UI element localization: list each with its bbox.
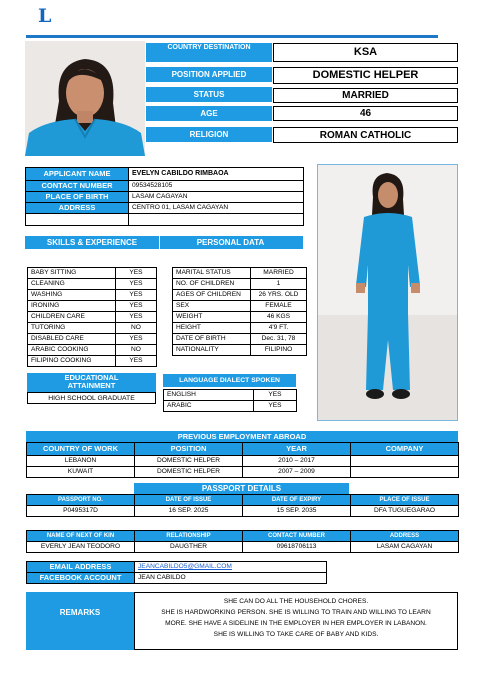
- employment-title: PREVIOUS EMPLOYMENT ABROAD: [26, 431, 458, 442]
- country-destination-value: KSA: [273, 43, 458, 62]
- country-destination-label: COUNTRY DESTINATION: [146, 43, 272, 62]
- contact-number-value: 09534528105: [129, 181, 304, 192]
- status-label: STATUS: [146, 87, 272, 102]
- employment-table: [26, 442, 459, 478]
- address-value: CENTRO 01, LASAM CAGAYAN: [129, 203, 304, 214]
- applicant-name-value: EVELYN CABILDO RIMBAOA: [129, 168, 304, 181]
- position-applied-value: DOMESTIC HELPER: [273, 67, 458, 84]
- religion-value: ROMAN CATHOLIC: [273, 127, 458, 143]
- headshot-photo: [25, 41, 145, 156]
- address-label: ADDRESS: [26, 203, 129, 214]
- place-of-birth-label: PLACE OF BIRTH: [26, 192, 129, 203]
- personal-name: AGES OF CHILDREN: [173, 290, 251, 301]
- table-row: [28, 290, 157, 301]
- table-row: [26, 168, 304, 181]
- table-row: [27, 542, 459, 553]
- skill-value: NO: [116, 345, 157, 356]
- table-row: [28, 323, 157, 334]
- employment-cell: LEBANON: [27, 456, 135, 467]
- table-row: [28, 356, 157, 367]
- employment-header: YEAR: [243, 443, 351, 456]
- table-row: [27, 506, 459, 517]
- kin-cell: 09618706113: [243, 542, 351, 553]
- table-row: [28, 279, 157, 290]
- table-header-row: [27, 443, 459, 456]
- remarks-line: MORE. SHE HAVE A SIDELINE IN THE EMPLOYER IN HER EMPLOYER IN LABANON.: [165, 620, 427, 627]
- education-value: HIGH SCHOOL GRADUATE: [27, 392, 156, 404]
- skill-name: WASHING: [28, 290, 116, 301]
- table-row: [27, 467, 459, 478]
- skill-value: YES: [116, 301, 157, 312]
- table-row: [173, 290, 307, 301]
- skills-title: SKILLS & EXPERIENCE: [25, 236, 160, 249]
- skill-name: DISABLED CARE: [28, 334, 116, 345]
- language-label: LANGUAGE DIALECT SPOKEN: [163, 374, 296, 387]
- skills-table: [27, 267, 157, 367]
- personal-name: SEX: [173, 301, 251, 312]
- full-body-photo: [317, 164, 458, 421]
- passport-table: [26, 494, 459, 517]
- personal-name: MARITAL STATUS: [173, 268, 251, 279]
- table-row: [28, 334, 157, 345]
- skill-value: YES: [116, 290, 157, 301]
- language-value: YES: [254, 390, 297, 401]
- skill-name: ARABIC COOKING: [28, 345, 116, 356]
- remarks-line: SHE IS HARDWORKING PERSON. SHE IS WILLING TO TRAIN AND WILLING TO LEARN: [161, 609, 431, 616]
- employment-header: COMPANY: [351, 443, 459, 456]
- personal-value: FEMALE: [251, 301, 307, 312]
- table-row: [173, 279, 307, 290]
- remarks-box: [134, 592, 458, 650]
- personal-value: 46 KGS: [251, 312, 307, 323]
- email-link[interactable]: JEANCABILDO5@GMAIL.COM: [135, 562, 327, 573]
- skill-name: CLEANING: [28, 279, 116, 290]
- employment-header: COUNTRY OF WORK: [27, 443, 135, 456]
- employment-cell: [351, 467, 459, 478]
- skill-value: YES: [116, 268, 157, 279]
- contact-number-label: CONTACT NUMBER: [26, 181, 129, 192]
- employment-header: POSITION: [135, 443, 243, 456]
- table-row: [164, 401, 297, 412]
- passport-cell: DFA TUGUEGARAO: [351, 506, 459, 517]
- age-value: 46: [273, 106, 458, 121]
- email-label: EMAIL ADDRESS: [27, 562, 135, 573]
- table-row: [173, 323, 307, 334]
- applicant-name-label: APPLICANT NAME: [26, 168, 129, 181]
- language-name: ARABIC: [164, 401, 254, 412]
- skill-name: TUTORING: [28, 323, 116, 334]
- table-row: [26, 192, 304, 203]
- table-row: [173, 334, 307, 345]
- personal-value: Dec. 31, 78: [251, 334, 307, 345]
- personal-title: PERSONAL DATA: [196, 238, 265, 247]
- skill-value: YES: [116, 312, 157, 323]
- skill-name: IRONING: [28, 301, 116, 312]
- employment-cell: 2010 – 2017: [243, 456, 351, 467]
- table-row: [28, 301, 157, 312]
- position-applied-label: POSITION APPLIED: [146, 67, 272, 82]
- table-row: [27, 456, 459, 467]
- table-row: [173, 268, 307, 279]
- table-row: [173, 312, 307, 323]
- table-row: [28, 312, 157, 323]
- skills-section-header: [25, 236, 303, 249]
- kin-header: RELATIONSHIP: [135, 531, 243, 542]
- skill-name: CHILDREN CARE: [28, 312, 116, 323]
- personal-name: DATE OF BIRTH: [173, 334, 251, 345]
- kin-cell: LASAM CAGAYAN: [351, 542, 459, 553]
- header-rule: [26, 35, 438, 38]
- passport-header: DATE OF ISSUE: [135, 495, 243, 506]
- passport-title: PASSPORT DETAILS: [134, 483, 349, 494]
- passport-header: PLACE OF ISSUE: [351, 495, 459, 506]
- skill-name: BABY SITTING: [28, 268, 116, 279]
- passport-header: PASSPORT NO.: [27, 495, 135, 506]
- language-value: YES: [254, 401, 297, 412]
- agency-logo: L: [38, 5, 52, 27]
- remarks-line: SHE CAN DO ALL THE HOUSEHOLD CHORES.: [223, 598, 369, 605]
- online-accounts-table: [26, 561, 327, 584]
- language-table: [163, 389, 297, 412]
- passport-cell: 16 SEP. 2025: [135, 506, 243, 517]
- education-label: EDUCATIONAL ATTAINMENT: [27, 373, 156, 392]
- personal-name: NO. OF CHILDREN: [173, 279, 251, 290]
- place-of-birth-value: LASAM CAGAYAN: [129, 192, 304, 203]
- table-row: [28, 345, 157, 356]
- facebook-label: FACEBOOK ACCOUNT: [27, 573, 135, 584]
- table-row: [27, 562, 327, 573]
- table-row: [27, 573, 327, 584]
- kin-cell: DAUGTHER: [135, 542, 243, 553]
- personal-value: FILIPINO: [251, 345, 307, 356]
- skill-value: YES: [116, 334, 157, 345]
- remarks-label: REMARKS: [26, 592, 134, 650]
- kin-header: NAME OF NEXT OF KIN: [27, 531, 135, 542]
- status-value: MARRIED: [273, 88, 458, 103]
- facebook-value: JEAN CABILDO: [135, 573, 327, 584]
- kin-header: ADDRESS: [351, 531, 459, 542]
- table-row: [164, 390, 297, 401]
- passport-cell: 15 SEP. 2035: [243, 506, 351, 517]
- employment-cell: [351, 456, 459, 467]
- table-row: [28, 268, 157, 279]
- skill-value: YES: [116, 279, 157, 290]
- table-row: [173, 301, 307, 312]
- table-header-row: [27, 531, 459, 542]
- table-row: [26, 203, 304, 214]
- kin-cell: EVERLY JEAN TEODORO: [27, 542, 135, 553]
- personal-data-table: [172, 267, 307, 356]
- personal-name: WEIGHT: [173, 312, 251, 323]
- personal-value: 4'9 FT.: [251, 323, 307, 334]
- kin-header: CONTACT NUMBER: [243, 531, 351, 542]
- skill-value: NO: [116, 323, 157, 334]
- remarks-line: SHE IS WILLING TO TAKE CARE OF BABY AND KIDS.: [213, 631, 379, 638]
- employment-cell: 2007 – 2009: [243, 467, 351, 478]
- employment-cell: KUWAIT: [27, 467, 135, 478]
- personal-name: HEIGHT: [173, 323, 251, 334]
- passport-header: DATE OF EXPIRY: [243, 495, 351, 506]
- applicant-table: [25, 167, 304, 226]
- personal-value: 1: [251, 279, 307, 290]
- personal-value: MARRIED: [251, 268, 307, 279]
- next-of-kin-table: [26, 530, 459, 553]
- language-name: ENGLISH: [164, 390, 254, 401]
- skill-name: FILIPINO COOKING: [28, 356, 116, 367]
- personal-name: NATIONALITY: [173, 345, 251, 356]
- table-header-row: [27, 495, 459, 506]
- skill-value: YES: [116, 356, 157, 367]
- age-label: AGE: [146, 106, 272, 121]
- personal-value: 26 YRS. OLD: [251, 290, 307, 301]
- employment-cell: DOMESTIC HELPER: [135, 467, 243, 478]
- table-row: [26, 181, 304, 192]
- table-row: [26, 214, 304, 226]
- employment-cell: DOMESTIC HELPER: [135, 456, 243, 467]
- passport-cell: P0495317D: [27, 506, 135, 517]
- religion-label: RELIGION: [146, 127, 272, 142]
- table-row: [173, 345, 307, 356]
